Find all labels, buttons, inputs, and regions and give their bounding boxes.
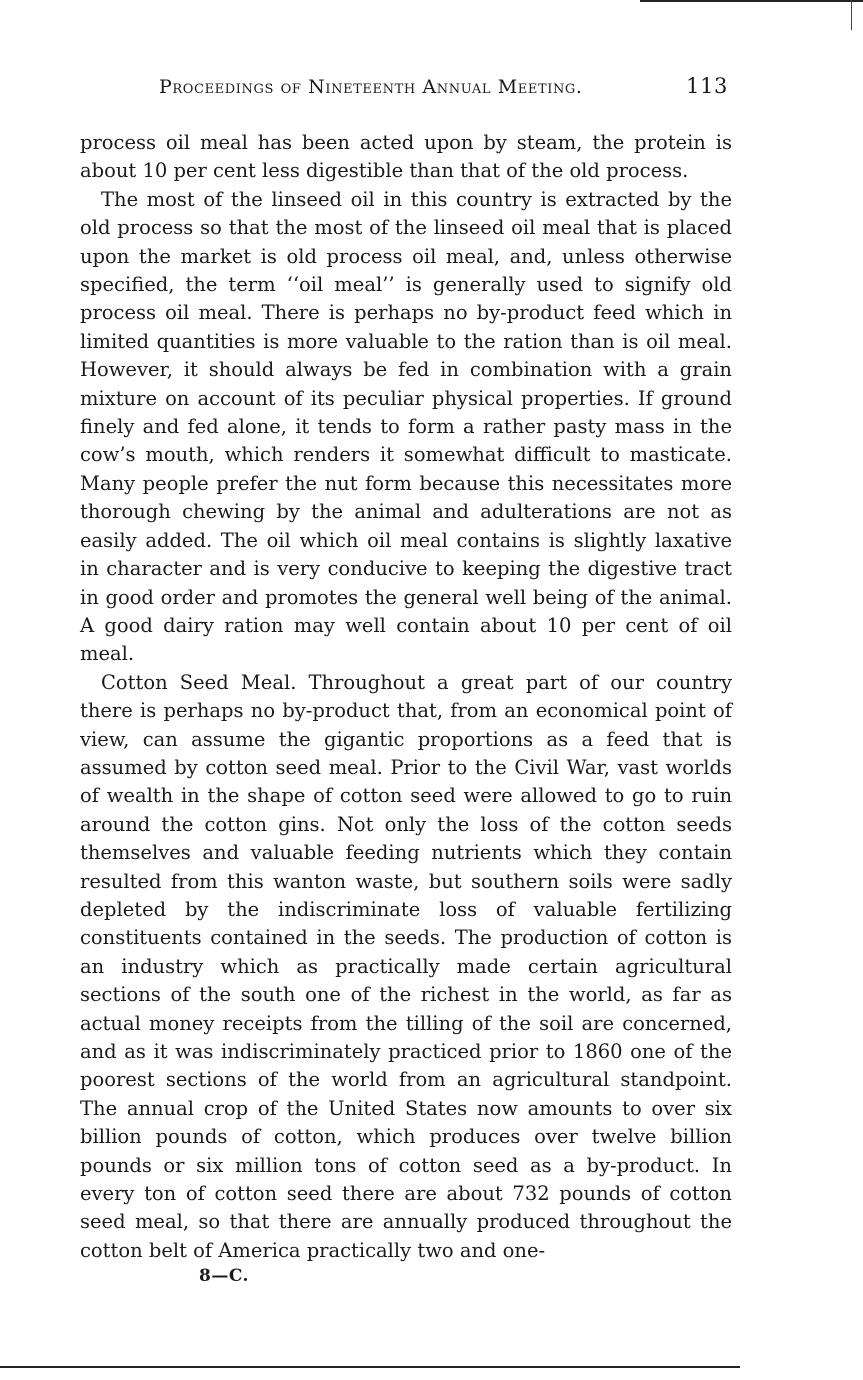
signature-mark: 8—C. (199, 1266, 249, 1286)
page-body (80, 129, 732, 1265)
paragraph-continuation: process oil meal has been acted upon by steam, the protein is about 10 per cent less digestible than that of the old process. (80, 131, 732, 183)
running-header (159, 74, 734, 104)
bottom-scan-rule (0, 1366, 740, 1368)
paragraph-linseed-oil-meal: The most of the linseed oil in this country is extracted by the old process so that the most of the linseed oil meal that is placed upon the market is old process oil meal, and, unless otherwise specified, the term ‘‘oil meal’’ is generally used to signify old process oil meal. There is perhaps no by-product feed which in limited quantities is more valuable to the ration than is oil meal. However, it should always be fed in combination with a grain mixture on account of its peculiar physical properties. If ground finely and fed alone, it tends to form a rather pasty mass in the cow’s mouth, which renders it somewhat difficult to masticate. Many people prefer the nut form because this necessitates more thorough chewing by the animal and adulterations are not as easily added. The oil which oil meal contains is slightly laxative in character and is very conducive to keeping the digestive tract in good order and promotes the general well being of the animal. A good dairy ration may well contain about 10 per cent of oil meal. (80, 187, 732, 666)
paragraph-cotton-seed-meal: Cotton Seed Meal. Throughout a great part of our country there is perhaps no by-product that, from an economical point of view, can assume the gigantic proportions as a feed that is assumed by cotton seed meal. Prior to the Civil War, vast worlds of wealth in the shape of cotton seed were allowed to go to ruin around the cotton gins. Not only the loss of the cotton seeds themselves and valuable feeding nutrients which they contain resulted from this wanton waste, but southern soils were sadly depleted by the indiscriminate loss of valuable fertilizing constituents contained in the seeds. The production of cotton is an industry which as practically made certain agricultural sections of the south one of the richest in the world, as far as actual money receipts from the tilling of the soil are concerned, and as it was indiscriminately practiced prior to 1860 one of the poorest sections of the world from an agricultural standpoint. The annual crop of the United States now amounts to over six billion pounds of cotton, which produces over twelve billion pounds or six million tons of cotton seed as a by-product. In every ton of cotton seed there are about 732 pounds of cotton seed meal, so that there are annually produced throughout the cotton belt of America practically two and one- (80, 670, 732, 1262)
page-number: 113 (686, 74, 728, 98)
running-title: Proceedings of Nineteenth Annual Meeting. (159, 76, 583, 98)
right-scan-rule (851, 0, 852, 30)
top-scan-rule (640, 0, 863, 2)
